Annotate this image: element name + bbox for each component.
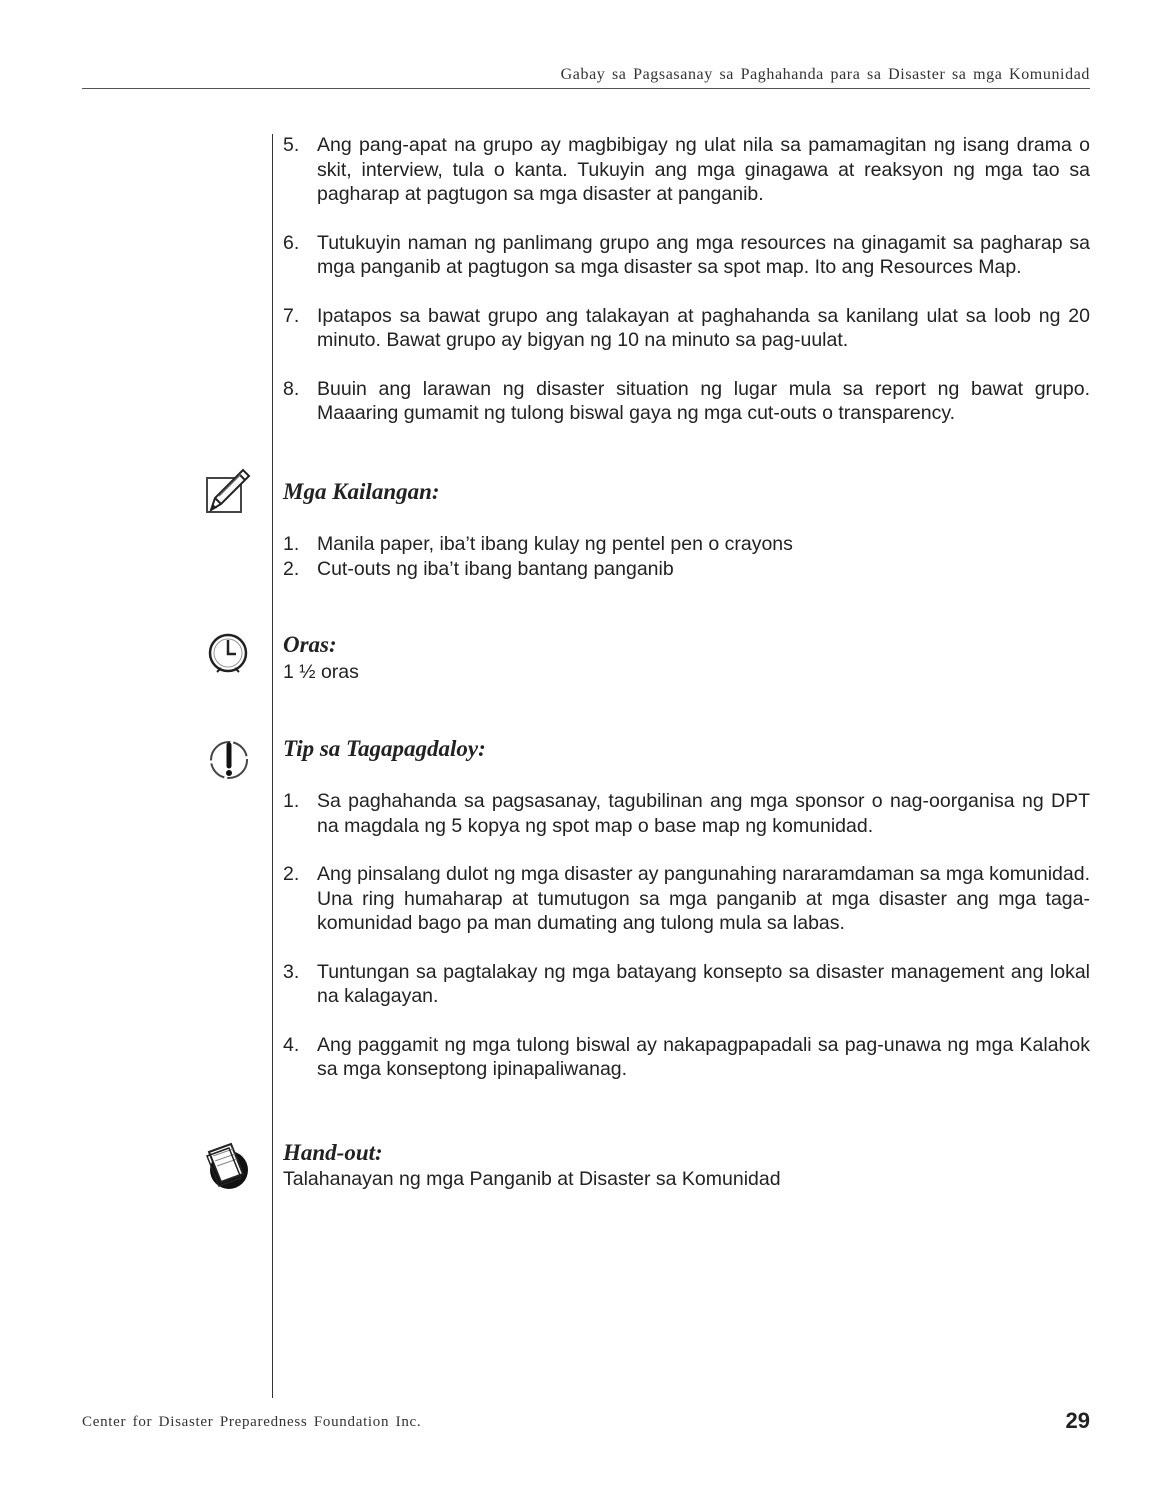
item-number: 5. bbox=[283, 134, 300, 156]
list-item bbox=[283, 532, 1090, 557]
item-number: 2. bbox=[283, 863, 300, 885]
list-item bbox=[283, 133, 1090, 207]
document-icon bbox=[203, 1140, 253, 1190]
item-number: 8. bbox=[283, 377, 300, 400]
section-heading-time: Oras: bbox=[283, 632, 337, 657]
item-text: Cut-outs ng iba’t ibang bantang panganib bbox=[317, 557, 674, 580]
tips-list bbox=[283, 789, 1090, 1082]
item-text: Tutukuyin naman ng panlimang grupo ang mga resources na ginagamit sa pagharap sa mga panganib at pagtugon sa mga disaster sa spot map. Ito ang Resources Map. bbox=[317, 231, 1090, 278]
handout-text: Talahanayan ng mga Panganib at Disaster sa Komunidad bbox=[283, 1168, 781, 1190]
list-item bbox=[283, 1033, 1090, 1082]
pencil-icon bbox=[203, 466, 253, 516]
item-text: Buuin ang larawan ng disaster situation ng lugar mula sa report ng bawat grupo. Maaaring gumamit ng tulong biswal gaya ng mga cut-outs o transparency. bbox=[317, 377, 1090, 424]
item-number: 6. bbox=[283, 231, 300, 254]
item-number: 3. bbox=[283, 960, 300, 983]
footer-organization: Center for Disaster Preparedness Foundation Inc. bbox=[82, 1414, 422, 1430]
list-item bbox=[283, 231, 1090, 280]
list-item bbox=[283, 557, 1090, 582]
item-text: Manila paper, iba’t ibang kulay ng pentel pen o crayons bbox=[317, 533, 793, 555]
page-number: 29 bbox=[1065, 1408, 1090, 1433]
item-text: Tuntungan sa pagtalakay ng mga batayang konsepto sa disaster management ang lokal na kalagayan. bbox=[317, 960, 1090, 1007]
item-number: 1. bbox=[283, 790, 300, 812]
list-item bbox=[283, 789, 1090, 838]
list-item bbox=[283, 304, 1090, 353]
item-number: 4. bbox=[283, 1033, 300, 1056]
item-number: 7. bbox=[283, 304, 300, 327]
header-rule bbox=[82, 88, 1090, 89]
section-heading-tips: Tip sa Tagapagdaloy: bbox=[283, 736, 486, 761]
time-value: 1 ½ oras bbox=[283, 661, 359, 683]
item-text: Ang pinsalang dulot ng mga disaster ay pangunahing nararamdaman sa mga komunidad. Una ring humaharap at tumutugon sa mga panganib at mga disaster ang mga taga-komunidad bago pa man dumating ang tulong mula sa labas. bbox=[317, 863, 1090, 934]
item-text: Ang paggamit ng mga tulong biswal ay nakapagpapadali sa pag-unawa ng mga Kalahok sa mga konseptong ipinapaliwanag. bbox=[317, 1033, 1090, 1080]
steps-list bbox=[283, 133, 1090, 426]
item-text: Sa paghahanda sa pagsasanay, tagubilinan ang mga sponsor o nag-oorganisa ng DPT na magdala ng 5 kopya ng spot map o base map ng komunidad. bbox=[317, 790, 1090, 837]
exclamation-icon bbox=[203, 735, 253, 785]
clock-icon bbox=[203, 628, 253, 678]
item-number: 1. bbox=[283, 533, 300, 555]
item-text: Ipatapos sa bawat grupo ang talakayan at paghahanda sa kanilang ulat sa loob ng 20 minuto. Bawat grupo ay bigyan ng 10 na minuto sa pag-uulat. bbox=[317, 304, 1090, 351]
materials-list bbox=[283, 532, 1090, 581]
item-text: Ang pang-apat na grupo ay magbibigay ng ulat nila sa pamamagitan ng isang drama o skit, interview, tula o kanta. Tukuyin ang mga ginagawa at reaksyon ng mga tao sa pagharap at pagtugon sa mga disaster at panganib. bbox=[317, 134, 1090, 205]
list-item bbox=[283, 862, 1090, 936]
list-item bbox=[283, 377, 1090, 426]
margin-rule bbox=[272, 134, 273, 1398]
list-item bbox=[283, 960, 1090, 1009]
section-heading-handout: Hand-out: bbox=[283, 1140, 383, 1165]
running-header: Gabay sa Pagsasanay sa Paghahanda para sa Disaster sa mga Komunidad bbox=[560, 66, 1090, 83]
section-heading-materials: Mga Kailangan: bbox=[283, 479, 440, 504]
item-number: 2. bbox=[283, 557, 300, 580]
